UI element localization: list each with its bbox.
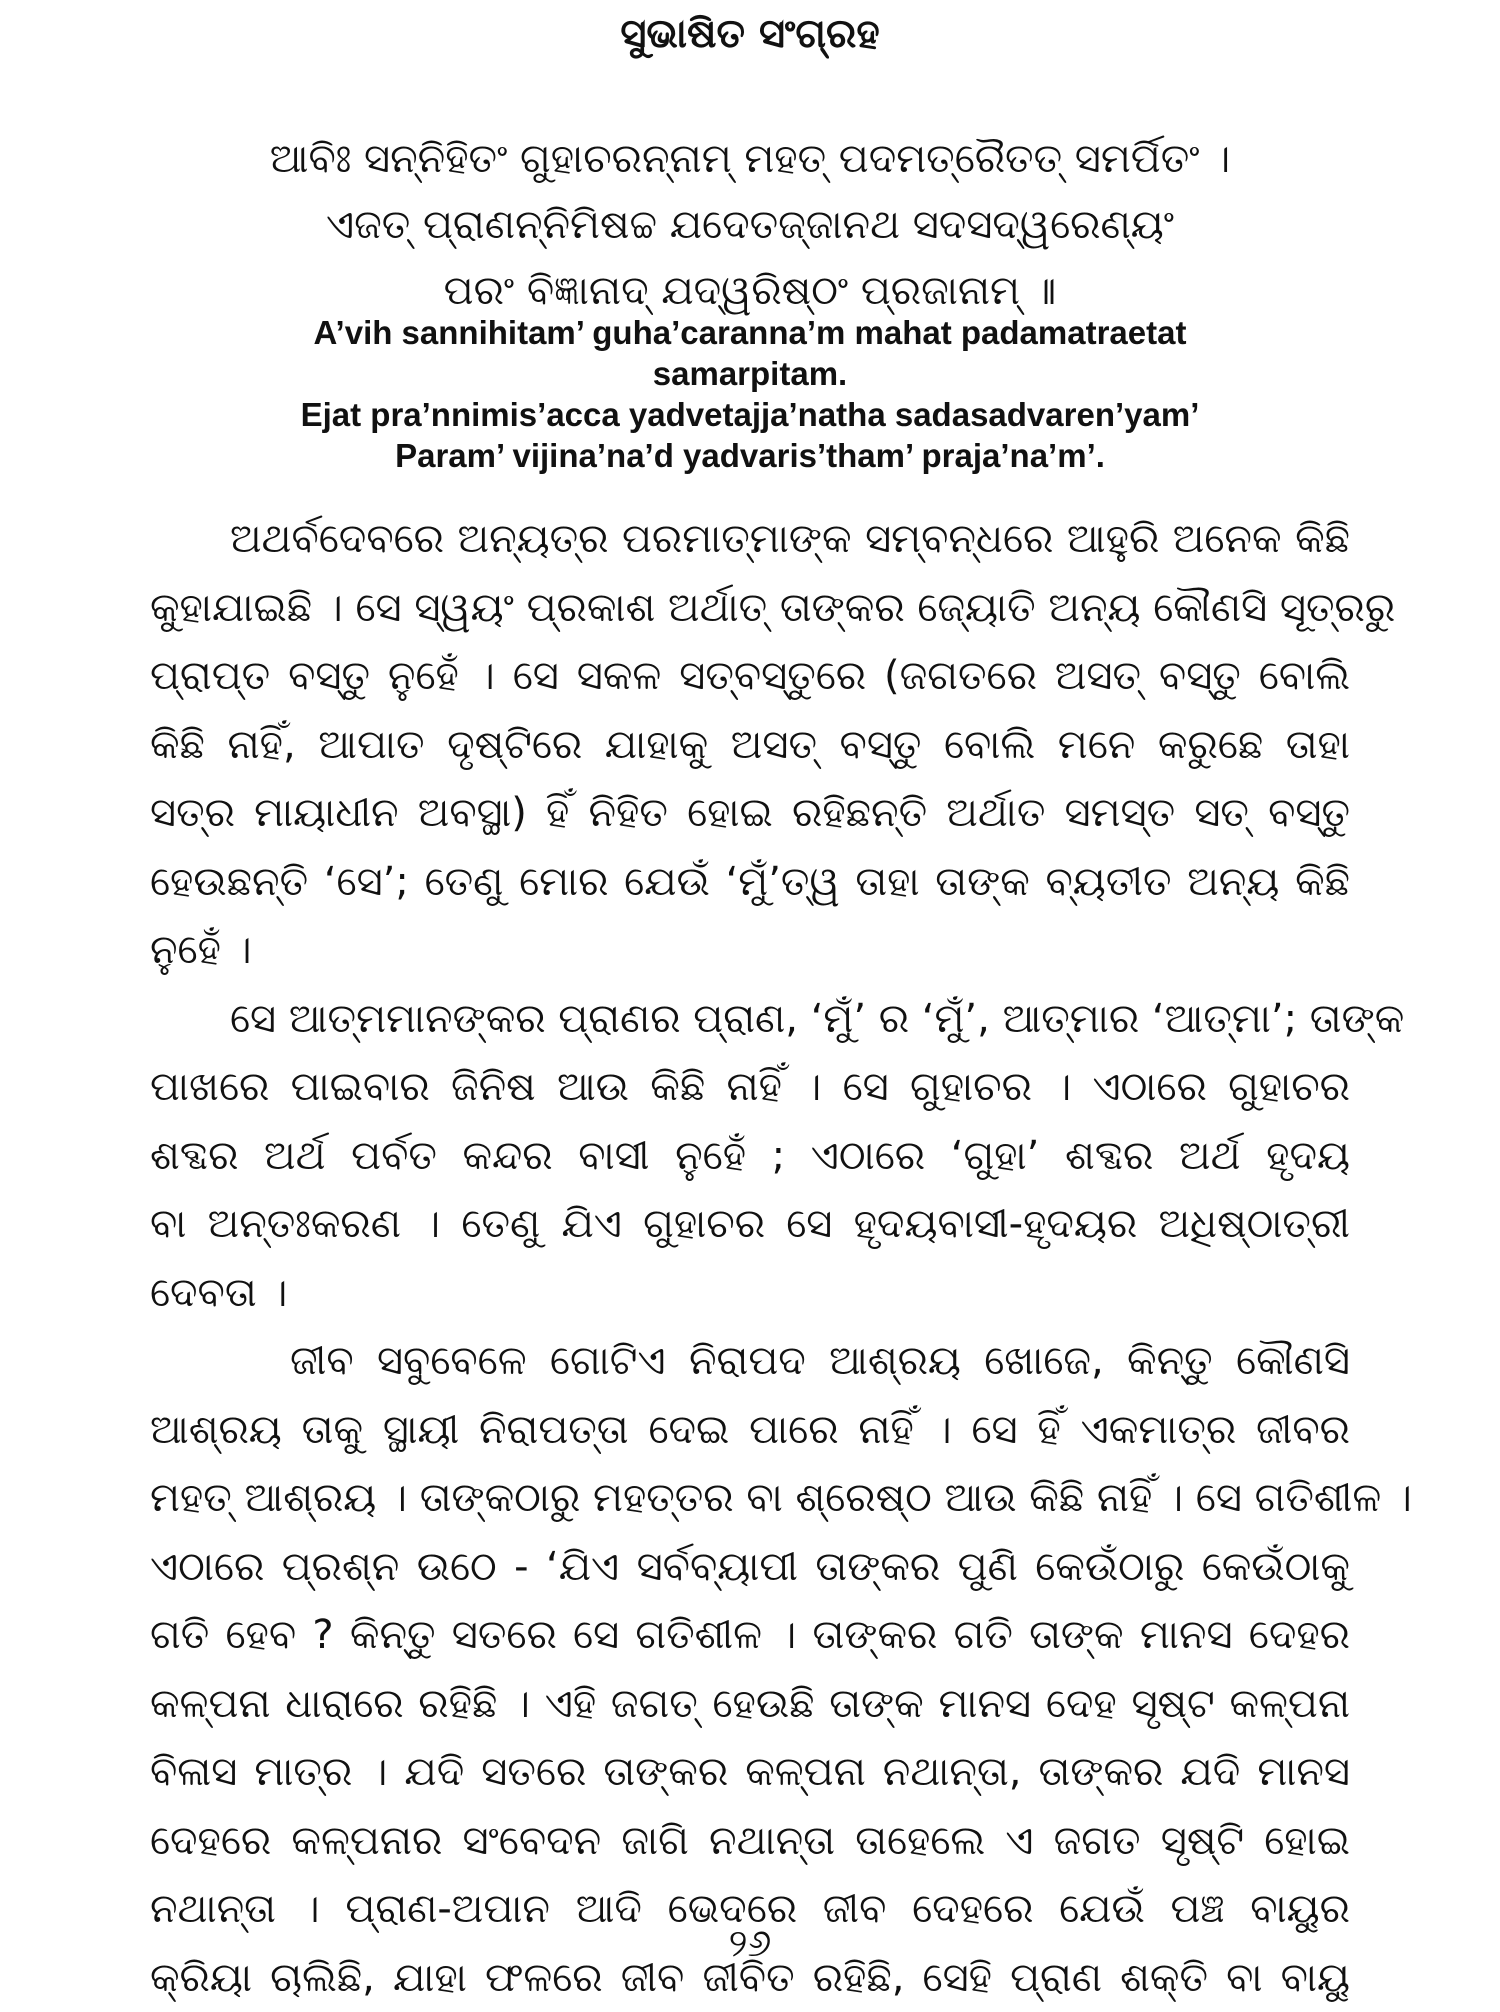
paragraph-line: ଆଶ୍ରୟ ତାକୁ ସ୍ଥାୟୀ ନିରାପତ୍ତା ଦେଇ ପାରେ ନାହିଁ । ସେ ହିଁ ଏକମାତ୍ର ଜୀବର <box>150 1396 1350 1465</box>
paragraph-line: ନୁହେଁ । <box>150 916 1350 985</box>
paragraph-line: ପ୍ରାପ୍ତ ବସ୍ତୁ ନୁହେଁ । ସେ ସକଳ ସତ୍‌ବସ୍ତୁରେ (ଜଗତରେ ଅସତ୍ ବସ୍ତୁ ବୋଲି <box>150 642 1350 711</box>
sanskrit-verse <box>150 126 1350 324</box>
paragraph-line: ଅଥର୍ବଦେବରେ ଅନ୍ୟତ୍ର ପରମାତ୍ମାଙ୍କ ସମ୍ବନ୍ଧରେ ଆହୁରି ଅନେକ କିଛି <box>150 505 1350 574</box>
transliteration-line: Param’ vijina’na’d yadvaris’tham’ praja’na’m’. <box>150 435 1350 476</box>
body-text <box>150 505 1350 2012</box>
paragraph-line: କଳ୍ପନା ଧାରାରେ ରହିଛି । ଏହି ଜଗତ୍ ହେଉଛି ତାଙ୍କ ମାନସ ଦେହ ସୃଷ୍ଟ କଳ୍ପନା <box>150 1670 1350 1739</box>
transliteration-line: samarpitam. <box>150 353 1350 394</box>
paragraph-3 <box>150 1327 1350 2012</box>
paragraph-line: ବିଳାସ ମାତ୍ର । ଯଦି ସତରେ ତାଙ୍କର କଳ୍ପନା ନଥାନ୍ତା, ତାଙ୍କର ଯଦି ମାନସ <box>150 1738 1350 1807</box>
paragraph-line: କିଛି ନାହିଁ, ଆପାତ ଦୃଷ୍ଟିରେ ଯାହାକୁ ଅସତ୍ ବସ୍ତୁ ବୋଲି ମନେ କରୁଛେ ତାହା <box>150 711 1350 780</box>
paragraph-line: ପାଖରେ ପାଇବାର ଜିନିଷ ଆଉ କିଛି ନାହିଁ । ସେ ଗୁହାଚର । ଏଠାରେ ଗୁହାଚର <box>150 1053 1350 1122</box>
paragraph-line: ହେଉଛନ୍ତି ‘ସେ’; ତେଣୁ ମୋର ଯେଉଁ ‘ମୁଁ’ତ୍ୱ ତାହା ତାଙ୍କ ବ୍ୟତୀତ ଅନ୍ୟ କିଛି <box>150 848 1350 917</box>
paragraph-line: ସେ ଆତ୍ମମାନଙ୍କର ପ୍ରାଣର ପ୍ରାଣ, ‘ମୁଁ’ ର ‘ମୁଁ’, ଆତ୍ମାର ‘ଆତ୍ମା’; ତାଙ୍କ <box>150 985 1350 1054</box>
paragraph-line: ମହତ୍ ଆଶ୍ରୟ । ତାଙ୍କଠାରୁ ମହତ୍ତର ବା ଶ୍ରେଷ୍ଠ ଆଉ କିଛି ନାହିଁ । ସେ ଗତିଶୀଳ । <box>150 1464 1350 1533</box>
page-number: ୨୬ <box>0 1918 1500 1968</box>
verse-transliteration <box>150 312 1350 476</box>
paragraph-line: ବା ଅନ୍ତଃକରଣ । ତେଣୁ ଯିଏ ଗୁହାଚର ସେ ହୃଦୟବାସୀ-ହୃଦୟର ଅଧିଷ୍ଠାତ୍ରୀ <box>150 1190 1350 1259</box>
paragraph-line: ଏଠାରେ ପ୍ରଶ୍ନ ଉଠେ - ‘ଯିଏ ସର୍ବବ୍ୟାପୀ ତାଙ୍କର ପୁଣି କେଉଁଠାରୁ କେଉଁଠାକୁ <box>150 1533 1350 1602</box>
paragraph-line: ଗତି ହେବ ? କିନ୍ତୁ ସତରେ ସେ ଗତିଶୀଳ । ତାଙ୍କର ଗତି ତାଙ୍କ ମାନସ ଦେହର <box>150 1601 1350 1670</box>
paragraph-line: ଜୀବ ସବୁବେଳେ ଗୋଟିଏ ନିରାପଦ ଆଶ୍ରୟ ଖୋଜେ, କିନ୍ତୁ କୌଣସି <box>150 1327 1350 1396</box>
paragraph-line: ଶବ୍ଦର ଅର୍ଥ ପର୍ବତ କନ୍ଦର ବାସୀ ନୁହେଁ ; ଏଠାରେ ‘ଗୁହା’ ଶବ୍ଦର ଅର୍ଥ ହୃଦୟ <box>150 1122 1350 1191</box>
running-header-title: ସୁଭାଷିତ ସଂଗ୍ରହ <box>0 6 1500 62</box>
paragraph-1 <box>150 505 1350 985</box>
paragraph-line: ସତ୍‌ର ମାୟାଧୀନ ଅବସ୍ଥା) ହିଁ ନିହିତ ହୋଇ ରହିଛନ୍ତି ଅର୍ଥାତ ସମସ୍ତ ସତ୍ ବସ୍ତୁ <box>150 779 1350 848</box>
paragraph-line: କୁହାଯାଇଛି । ସେ ସ୍ୱୟଂ ପ୍ରକାଶ ଅର୍ଥାତ୍ ତାଙ୍କର ଜ୍ୟୋତି ଅନ୍ୟ କୌଣସି ସୂତ୍ରରୁ <box>150 574 1350 643</box>
paragraph-2 <box>150 985 1350 1328</box>
paragraph-line: ଦେବତା । <box>150 1259 1350 1328</box>
verse-line: ପରଂ ବିଜ୍ଞାନାଦ୍ ଯଦ୍ୱରିଷ୍ଠଂ ପ୍ରଜାନାମ୍ ॥ <box>150 258 1350 324</box>
paragraph-line: ଦେହରେ କଳ୍ପନାର ସଂବେଦନ ଜାଗି ନଥାନ୍ତା ତାହେଲେ ଏ ଜଗତ ସୃଷ୍ଟି ହୋଇ <box>150 1807 1350 1876</box>
transliteration-line: A’vih sannihitam’ guha’caranna’m mahat padamatraetat <box>150 312 1350 353</box>
paragraph-line: କ୍ରିୟା ଚାଲିଛି, ଯାହା ଫଳରେ ଜୀବ ଜୀବିତ ରହିଛି, ସେହି ପ୍ରାଣ ଶକ୍ତି ବା ବାୟୁ <box>150 1944 1350 2012</box>
verse-line: ଏଜତ୍ ପ୍ରାଣନ୍ନିମିଷଚ୍ଚ ଯଦେତଜ୍ଜାନଥ ସଦସଦ୍ୱରେଣ୍ୟଂ <box>150 192 1350 258</box>
verse-line: ଆବିଃ ସନ୍ନିହିତଂ ଗୁହାଚରନ୍ନାମ୍ ମହତ୍ ପଦମତ୍ରୈତତ୍ ସମର୍ପିତଂ । <box>150 126 1350 192</box>
transliteration-line: Ejat pra’nnimis’acca yadvetajja’natha sadasadvaren’yam’ <box>150 394 1350 435</box>
paragraph-line: ନଥାନ୍ତା । ପ୍ରାଣ-ଅପାନ ଆଦି ଭେଦରେ ଜୀବ ଦେହରେ ଯେଉଁ ପଞ୍ଚ ବାୟୁର <box>150 1875 1350 1944</box>
